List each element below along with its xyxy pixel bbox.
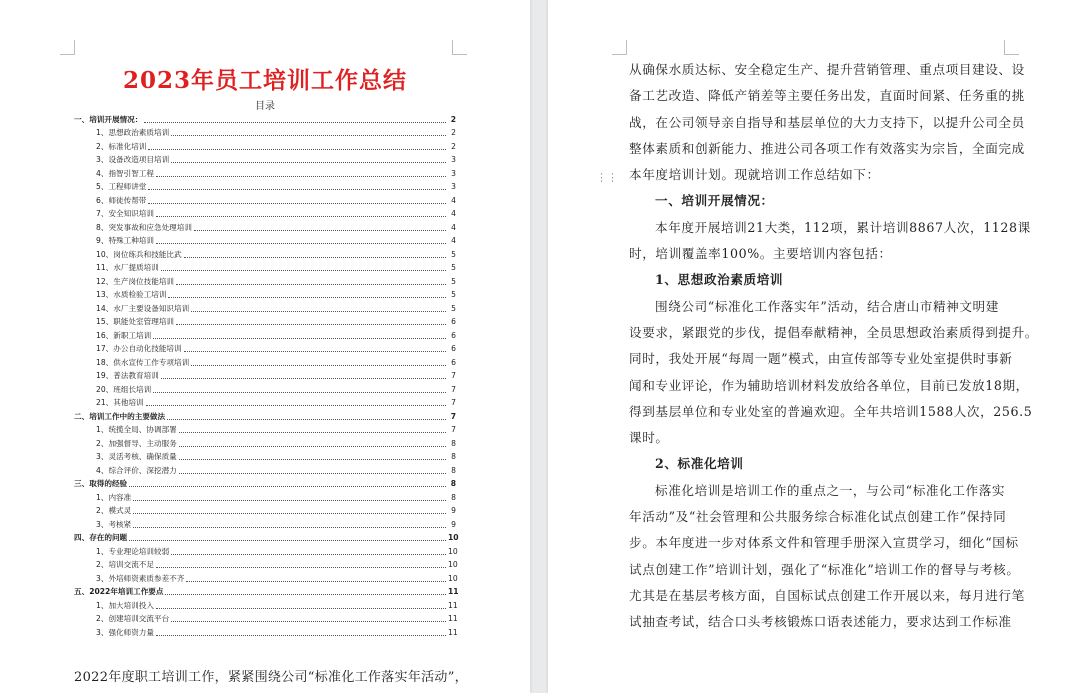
toc-entry-number: 1、	[96, 600, 109, 610]
toc-entry-text: 水质检验工培训	[113, 290, 167, 299]
toc-leader-dots	[156, 176, 446, 177]
toc-entry[interactable]	[74, 369, 456, 383]
toc-entry[interactable]	[74, 544, 456, 558]
toc-leader-dots	[133, 513, 446, 514]
toc-page-number: 2	[450, 114, 456, 124]
toc-leader-dots	[133, 500, 446, 501]
toc-entry-number: 2、	[96, 560, 109, 569]
toc-entry-text: 统揽全局、协调部署	[108, 425, 177, 434]
toc-entry[interactable]	[74, 220, 456, 234]
paragraph-line: 设要求，紧跟党的步伐，提倡奉献精神，全员思想政治素质得到提升。	[629, 324, 1039, 340]
toc-entry-number: 19、	[96, 371, 114, 380]
toc-entry-number: 4、	[96, 465, 109, 475]
paragraph-line: 试抽查考试，结合口头考核锻炼口语表述能力，要求达到工作标准	[629, 614, 1012, 630]
toc-entry-text: 供水宣传工作专项培训	[113, 357, 190, 367]
toc-leader-dots	[153, 338, 446, 339]
paragraph-line: 年活动”及“社会管理和公共服务综合标准化试点创建工作”保持同	[629, 509, 1007, 525]
toc-entry[interactable]	[74, 180, 456, 194]
toc-entry[interactable]	[74, 342, 456, 356]
toc-entry-number: 12、	[96, 276, 114, 286]
toc-entry[interactable]	[74, 234, 456, 248]
toc-entry-text: 取得的经验	[89, 479, 128, 488]
toc-entry-text: 指智引智工程	[108, 168, 154, 178]
toc-entry[interactable]	[74, 558, 456, 572]
toc-entry-number: 13、	[96, 290, 114, 299]
toc-entry[interactable]	[74, 571, 456, 585]
toc-entry-text: 培训开展情况：	[89, 114, 143, 124]
toc-entry[interactable]	[74, 477, 456, 491]
toc-entry-number: 3、	[96, 519, 109, 529]
paragraph-line: 从确保水质达标、安全稳定生产、提升营销管理、重点项目建设、设	[629, 62, 1025, 77]
toc-page-number: 11	[448, 600, 458, 610]
toc-page-number: 4	[451, 195, 456, 205]
toc-page-number: 4	[451, 209, 456, 218]
toc-page-number: 6	[451, 317, 456, 326]
paragraph-line: 尤其是在基层考核方面，自国标试点创建工作开展以来，每月进行笔	[629, 587, 1025, 603]
paragraph-line: 试点创建工作”培训计划，强化了“标准化”培训工作的督导与考核。	[629, 561, 1020, 577]
toc-leader-dots	[191, 365, 446, 366]
toc-entry-number: 4、	[96, 168, 109, 178]
toc-entry-text: 生产岗位技能培训	[113, 276, 175, 286]
paragraph-line: 闻和专业评论，作为辅助培训材料发放给各单位，目前已发放18期，	[629, 377, 1029, 393]
toc-page-number: 8	[451, 438, 456, 448]
toc-entry-text: 模式灵	[108, 506, 132, 515]
toc-leader-dots	[179, 473, 446, 474]
toc-page-number: 2	[451, 128, 456, 137]
toc-entry[interactable]	[74, 301, 456, 315]
toc-entry-number: 五、	[74, 587, 90, 596]
page-corner-mark	[612, 40, 627, 55]
page-corner-mark	[1004, 40, 1019, 55]
toc-page-number: 6	[451, 357, 456, 367]
toc-leader-dots	[179, 446, 446, 447]
toc-entry-number: 7、	[96, 209, 109, 218]
toc-leader-dots	[148, 203, 446, 204]
toc-entry-text: 特殊工种培训	[108, 236, 154, 245]
paragraph-line: 标准化培训是培训工作的重点之一，与公司“标准化工作落实	[655, 482, 1006, 498]
toc-page-number: 7	[451, 398, 456, 407]
toc-page-number: 7	[450, 411, 456, 421]
toc-entry-number: 10、	[96, 249, 114, 259]
toc-leader-dots	[176, 324, 446, 325]
toc-entry[interactable]	[74, 423, 456, 437]
toc-entry-number: 16、	[96, 330, 114, 340]
toc-entry-text: 其他培训	[113, 398, 144, 407]
toc-entry-number: 二、	[74, 411, 90, 421]
toc-entry[interactable]	[74, 531, 459, 545]
toc-entry-number: 3、	[96, 573, 109, 583]
toc-leader-dots	[129, 540, 446, 541]
toc-leader-dots	[171, 621, 446, 622]
toc-entry-text: 标准化培训	[108, 141, 147, 151]
toc-entry-number: 三、	[74, 479, 90, 488]
toc-entry-number: 15、	[96, 317, 114, 326]
toc-entry[interactable]	[74, 598, 456, 612]
toc-entry-number: 1、	[96, 492, 109, 502]
toc-page-number: 6	[451, 344, 456, 353]
document-title: 2023年员工培训工作总结	[122, 67, 407, 94]
toc-page-number: 10	[448, 533, 459, 542]
toc-leader-dots	[184, 257, 446, 258]
toc-page-number: 10	[448, 560, 458, 569]
paragraph-line: 本年度开展培训21大类，112项，累计培训8867人次，1128课	[655, 219, 1031, 235]
toc-entry[interactable]	[74, 166, 456, 180]
toc-leader-dots	[168, 297, 446, 298]
toc-page-number: 8	[450, 479, 456, 488]
toc-entry[interactable]	[74, 288, 456, 302]
toc-entry-text: 培训交流不足	[108, 560, 154, 569]
paragraph-line: 时，培训覆盖率100%。主要培训内容包括：	[629, 246, 892, 262]
toc-leader-dots	[156, 216, 446, 217]
toc-leader-dots	[179, 432, 446, 433]
toc-entry[interactable]	[74, 355, 456, 369]
toc-leader-dots	[144, 122, 446, 123]
toc-page-number: 3	[451, 182, 456, 191]
toc-leader-dots	[176, 284, 446, 285]
toc-entry[interactable]	[74, 382, 456, 396]
toc-page-number: 9	[451, 519, 456, 529]
section-heading: 1、思想政治素质培训	[655, 272, 784, 288]
toc-entry[interactable]	[74, 436, 456, 450]
toc-entry-number: 2、	[96, 141, 109, 151]
toc-page-number: 7	[451, 425, 456, 434]
toc-leader-dots	[129, 486, 446, 487]
toc-entry-text: 专业理论培训较弱	[108, 546, 170, 556]
page-corner-mark	[60, 40, 75, 55]
toc-entry-text: 新职工培训	[113, 330, 152, 340]
toc-page-number: 11	[448, 614, 458, 623]
paragraph-line: 得到基层单位和专业处室的普遍欢迎。全年共培训1588人次，256.5	[629, 403, 1033, 419]
paragraph-line: 战，在公司领导亲自指导和基层单位的大力支持下，以提升公司全员	[629, 114, 1025, 130]
toc-page-number: 8	[451, 452, 456, 461]
toc-entry-number: 5、	[96, 182, 109, 191]
toc-entry-text: 灵活考核、确保质量	[108, 452, 177, 461]
toc-entry-text: 突发事故和应急处理培训	[108, 222, 192, 232]
toc-leader-dots	[171, 162, 446, 163]
section-heading: 2、标准化培训	[655, 456, 744, 472]
toc-page-number: 5	[451, 249, 456, 259]
toc-entry-number: 21、	[96, 398, 114, 407]
toc-page-number: 5	[451, 276, 456, 286]
toc-entry-text: 加强督导、主动服务	[108, 438, 177, 448]
toc-leader-dots	[171, 135, 446, 136]
toc-page-number: 4	[451, 236, 456, 245]
paragraph-line: 围绕公司“标准化工作落实年”活动，结合唐山市精神文明建	[655, 298, 999, 314]
toc-leader-dots	[156, 567, 446, 568]
toc-entry[interactable]	[74, 153, 456, 167]
toc-page-number: 7	[451, 371, 456, 380]
toc-entry-text: 外培师资素质参差不齐	[108, 573, 185, 583]
toc-entry-number: 17、	[96, 344, 114, 353]
toc-entry-number: 11、	[96, 263, 114, 272]
toc-entry-number: 1、	[96, 128, 109, 137]
toc-entry[interactable]	[74, 126, 456, 140]
toc-page-number: 7	[451, 384, 456, 394]
page-corner-mark	[452, 40, 467, 55]
toc-entry-text: 存在的问题	[89, 533, 128, 542]
toc-leader-dots	[156, 243, 446, 244]
toc-entry[interactable]	[74, 315, 456, 329]
toc-entry[interactable]	[74, 139, 456, 153]
toc-page-number: 11	[448, 627, 458, 637]
toc-entry-number: 20、	[96, 384, 114, 394]
toc-entry-text: 水厂提质培训	[113, 263, 159, 272]
toc-entry[interactable]	[74, 409, 456, 423]
toc-heading: 目录	[255, 101, 275, 112]
toc-entry-number: 3、	[96, 452, 109, 461]
toc-entry[interactable]	[74, 612, 456, 626]
toc-entry-text: 2022年培训工作要点	[89, 587, 164, 596]
toc-leader-dots	[184, 351, 446, 352]
paragraph-line: 本年度培训计划。现就培训工作总结如下：	[629, 167, 880, 183]
toc-entry-number: 2、	[96, 438, 109, 448]
toc-entry[interactable]	[74, 585, 459, 599]
toc-entry-number: 1、	[96, 546, 109, 556]
toc-entry[interactable]	[74, 396, 456, 410]
table-of-contents	[74, 112, 459, 639]
toc-leader-dots	[171, 554, 446, 555]
toc-entry-text: 岗位练兵和技能比武	[113, 249, 182, 259]
toc-page-number: 5	[451, 290, 456, 299]
toc-entry-text: 培训工作中的主要做法	[89, 411, 166, 421]
toc-page-number: 5	[451, 303, 456, 313]
toc-entry-number: 2、	[96, 614, 109, 623]
toc-entry-text: 师徒传帮带	[108, 195, 147, 205]
toc-entry[interactable]	[74, 463, 456, 477]
toc-leader-dots	[156, 608, 446, 609]
toc-entry[interactable]	[74, 490, 456, 504]
toc-leader-dots	[186, 581, 446, 582]
toc-leader-dots	[194, 230, 446, 231]
toc-entry-number: 9、	[96, 236, 109, 245]
toc-entry-text: 设备改造项目培训	[108, 155, 170, 164]
paragraph-line: 课时。	[629, 430, 669, 446]
toc-entry[interactable]	[74, 274, 456, 288]
toc-page-number: 4	[451, 222, 456, 232]
toc-entry-number: 3、	[96, 155, 109, 164]
document-page-right	[548, 0, 1080, 693]
paragraph-line: 整体素质和创新能力、推进公司各项工作有效落实为宗旨，全面完成	[629, 140, 1025, 156]
toc-leader-dots	[133, 527, 446, 528]
paragraph-line: 步。本年度进一步对体系文件和管理手册深入宣贯学习，细化“国标	[629, 535, 1019, 551]
toc-leader-dots	[153, 392, 446, 393]
toc-leader-dots	[146, 405, 446, 406]
toc-page-number: 10	[448, 573, 458, 583]
toc-leader-dots	[165, 594, 446, 595]
toc-page-number: 3	[451, 155, 456, 164]
toc-entry-number: 6、	[96, 195, 109, 205]
toc-leader-dots	[161, 378, 446, 379]
toc-page-number: 3	[451, 168, 456, 178]
toc-entry[interactable]	[74, 207, 456, 221]
toc-entry[interactable]	[74, 517, 456, 531]
toc-entry[interactable]	[74, 261, 456, 275]
toc-entry[interactable]	[74, 328, 456, 342]
toc-page-number: 10	[448, 546, 458, 556]
toc-leader-dots	[148, 189, 446, 190]
toc-entry-number: 2、	[96, 506, 109, 515]
toc-entry-text: 综合评价、深挖潜力	[108, 465, 177, 475]
toc-leader-dots	[148, 149, 446, 150]
toc-entry[interactable]	[74, 193, 456, 207]
toc-entry[interactable]	[74, 625, 456, 639]
body-paragraph-start: 2022年度职工培训工作，紧紧围绕公司“标准化工作落实年活动”，	[74, 670, 468, 685]
document-page-left	[0, 0, 530, 693]
toc-entry-text: 内容准	[108, 492, 132, 502]
toc-entry-number: 14、	[96, 303, 114, 313]
toc-entry-text: 班组长培训	[113, 384, 152, 394]
toc-leader-dots	[156, 635, 446, 636]
toc-entry-text: 创建培训交流平台	[108, 614, 170, 623]
toc-entry[interactable]	[74, 112, 456, 126]
toc-leader-dots	[161, 270, 446, 271]
toc-page-number: 5	[451, 263, 456, 272]
toc-page-number: 8	[451, 492, 456, 502]
toc-entry[interactable]	[74, 247, 456, 261]
toc-page-number: 6	[451, 330, 456, 340]
toc-leader-dots	[191, 311, 446, 312]
toc-entry-text: 普法教育培训	[113, 371, 159, 380]
toc-page-number: 11	[448, 587, 459, 596]
toc-entry-text: 办公自动化技能培训	[113, 344, 182, 353]
body-text	[629, 57, 1039, 636]
toc-entry-text: 安全知识培训	[108, 209, 154, 218]
toc-entry[interactable]	[74, 504, 456, 518]
toc-entry-number: 一、	[74, 114, 90, 124]
toc-entry-text: 职能处室管理培训	[113, 317, 175, 326]
section-heading: 一、培训开展情况：	[655, 193, 774, 209]
toc-entry-text: 加大培训投入	[108, 600, 154, 610]
toc-entry-number: 3、	[96, 627, 109, 637]
toc-entry[interactable]	[74, 450, 456, 464]
drag-handle-icon[interactable]: ⋮⋮	[596, 171, 618, 184]
paragraph-line: 同时，我处开展“每周一题”模式，由宣传部等专业处室提供时事新	[629, 351, 1013, 367]
toc-entry-number: 1、	[96, 425, 109, 434]
toc-page-number: 8	[451, 465, 456, 475]
toc-entry-text: 考核紧	[108, 519, 132, 529]
toc-page-number: 2	[451, 141, 456, 151]
toc-leader-dots	[179, 459, 446, 460]
toc-entry-number: 四、	[74, 533, 90, 542]
toc-entry-text: 思想政治素质培训	[108, 128, 170, 137]
toc-entry-number: 18、	[96, 357, 114, 367]
toc-entry-text: 水厂主要设备知识培训	[113, 303, 190, 313]
toc-entry-text: 强化师资力量	[108, 627, 154, 637]
paragraph-line: 备工艺改造、降低产销差等主要任务出发，直面时间紧、任务重的挑	[629, 88, 1025, 104]
toc-entry-number: 8、	[96, 222, 109, 232]
toc-entry-text: 工程师讲堂	[108, 182, 147, 191]
toc-page-number: 9	[451, 506, 456, 515]
toc-leader-dots	[167, 419, 446, 420]
